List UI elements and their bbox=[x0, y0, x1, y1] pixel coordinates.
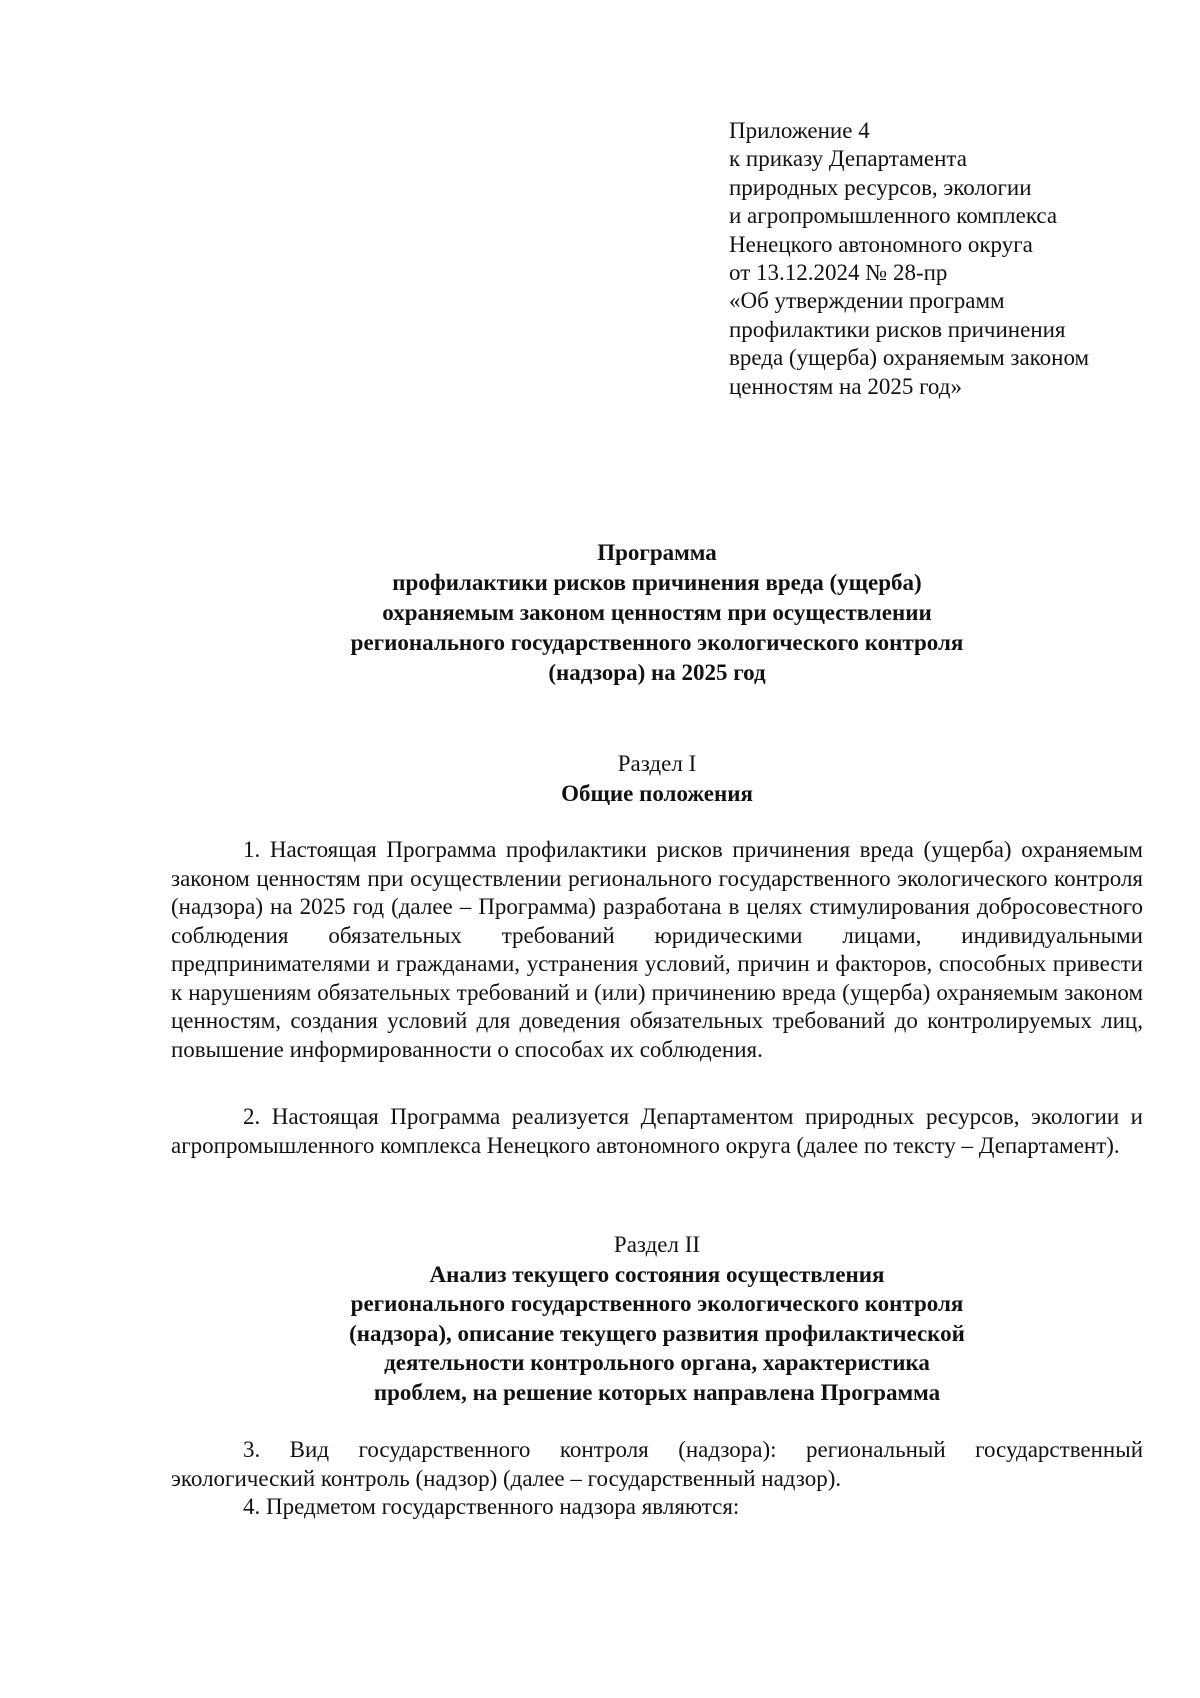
appendix-line: профилактики рисков причинения bbox=[729, 316, 1066, 342]
title-line: (надзора) на 2025 год bbox=[548, 660, 766, 685]
section-1-label: Раздел I bbox=[617, 751, 697, 776]
paragraph-3: 3. Вид государственного контроля (надзора): региональный государственный экологический контроль (надзор) (далее – государственный надзор). bbox=[171, 1437, 1143, 1491]
appendix-line: и агропромышленного комплекса bbox=[729, 203, 1058, 229]
section-2-heading bbox=[171, 1230, 1143, 1408]
section-2-title-line: Анализ текущего состояния осуществления bbox=[429, 1261, 885, 1287]
appendix-header bbox=[729, 117, 1169, 401]
section-2-label: Раздел II bbox=[613, 1232, 701, 1257]
title-line: профилактики рисков причинения вреда (ущерба) bbox=[392, 570, 922, 595]
section-2-title-line: регионального государственного экологического контроля bbox=[350, 1291, 964, 1317]
paragraph-1: 1. Настоящая Программа профилактики рисков причинения вреда (ущерба) охраняемым законом ценностям при осуществлении регионального государственного экологического контроля (надзора) на 2025 год (далее – Программа) разработана в целях стимулирования добросовестного соблюдения обязательных требований юридическими лицами, индивидуальными предпринимателями и гражданами, устранения условий, причин и факторов, способных привести к нарушениям обязательных требований и (или) причинению вреда (ущерба) охраняемым законом ценностям, создания условий для доведения обязательных требований до контролируемых лиц, повышение информированности о способах их соблюдения. bbox=[171, 837, 1143, 1062]
section-1-heading bbox=[171, 749, 1143, 809]
appendix-line: к приказу Департамента bbox=[729, 146, 967, 172]
appendix-line: природных ресурсов, экологии bbox=[729, 174, 1032, 200]
section-2-title-line: проблем, на решение которых направлена Программа bbox=[373, 1379, 941, 1405]
appendix-line: Приложение 4 bbox=[729, 118, 870, 143]
appendix-line: вреда (ущерба) охраняемым законом bbox=[729, 345, 1090, 371]
section-2-title-line: (надзора), описание текущего развития профилактической bbox=[349, 1320, 965, 1346]
section-2-title-line: деятельности контрольного органа, характеристика bbox=[384, 1350, 930, 1376]
section-1-title: Общие положения bbox=[561, 781, 753, 806]
title-line: охраняемым законом ценностям при осуществлении bbox=[382, 600, 932, 625]
appendix-line: Ненецкого автономного округа bbox=[729, 231, 1033, 257]
appendix-line: ценностям на 2025 год» bbox=[729, 373, 962, 399]
document-title bbox=[171, 538, 1143, 688]
appendix-line: «Об утверждении программ bbox=[729, 288, 1005, 314]
paragraph-4: 4. Предметом государственного надзора являются: bbox=[243, 1494, 740, 1519]
title-line: Программа bbox=[597, 540, 717, 565]
title-line: регионального государственного экологического контроля bbox=[350, 630, 964, 655]
appendix-line: от 13.12.2024 № 28-пр bbox=[729, 260, 948, 286]
paragraph-2: 2. Настоящая Программа реализуется Департаментом природных ресурсов, экологии и агропромышленного комплекса Ненецкого автономного округа (далее по тексту – Департамент). bbox=[171, 1104, 1143, 1158]
